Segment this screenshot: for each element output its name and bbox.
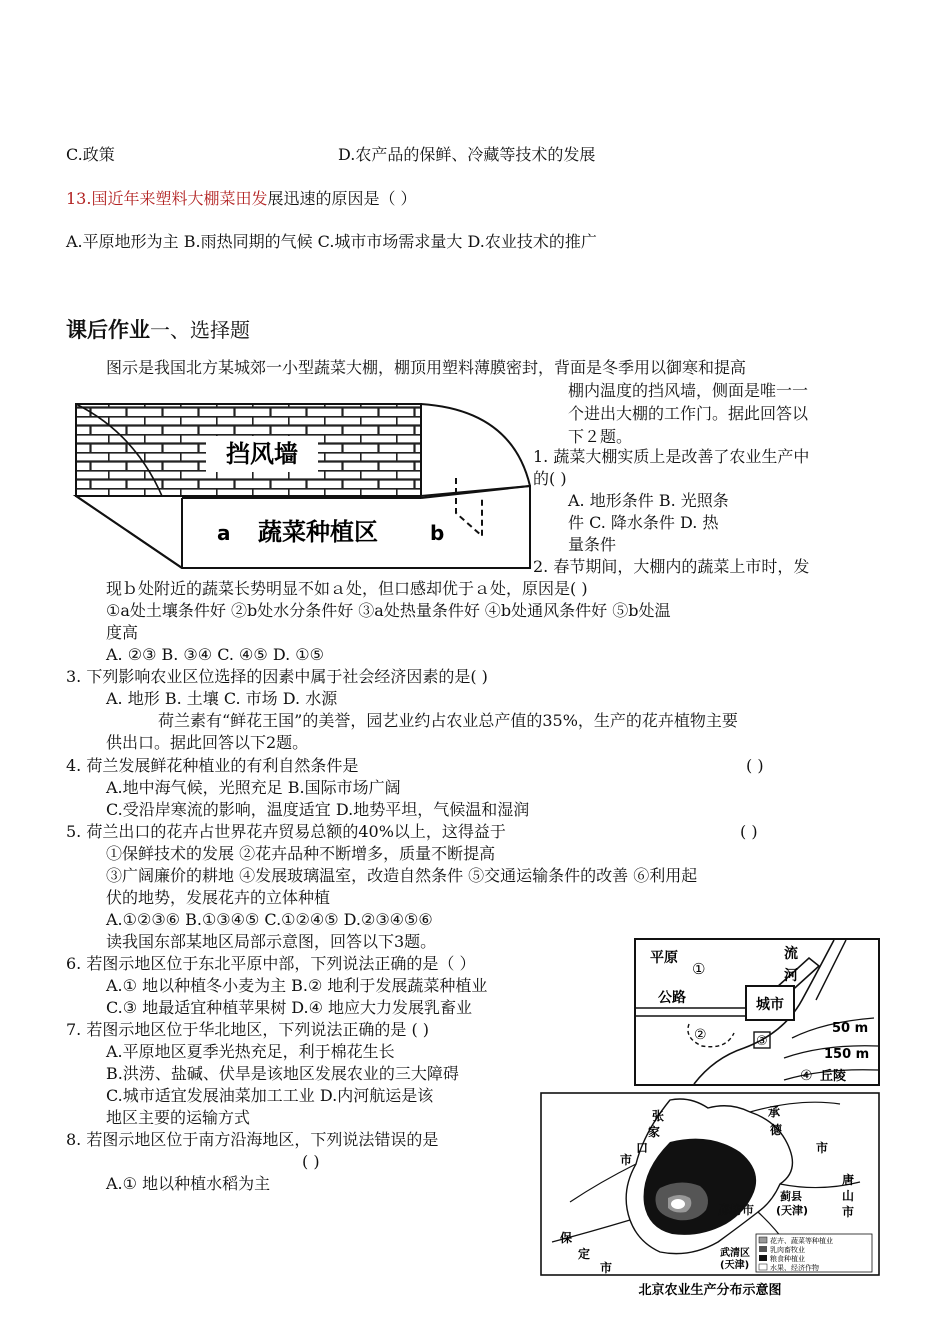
map2-legend [756, 1234, 872, 1272]
label-b: b [430, 521, 445, 545]
map2-caption: 北京农业生产分布示意图 [638, 1283, 782, 1298]
greenhouse-figure [72, 398, 552, 574]
option-c-policy: C.政策 [66, 145, 115, 164]
q7-options-cd: C.城市适宜发展油菜加工工业 D.内河航运是该 [106, 1086, 434, 1105]
map1-site-3: ③ [756, 1034, 768, 1049]
label-tangshan-3: 市 [842, 1205, 855, 1219]
q7-option-a: A.平原地区夏季光热充足，利于棉花生长 [106, 1042, 395, 1061]
label-chengde-3: 市 [816, 1141, 829, 1155]
intro-line-4: 下２题。 [568, 427, 633, 446]
label-tianjin-1: (天津) [776, 1204, 809, 1217]
q6-line-1: 6. 若图示地区位于东北平原中部，下列说法正确的是（ ） [66, 954, 476, 973]
map1-contour-150: 150 m [824, 1047, 870, 1062]
q8-line-1: 8. 若图示地区位于南方沿海地区，下列说法错误的是 [66, 1130, 439, 1149]
q7-option-b: B.洪涝、盐碱、伏旱是该地区发展农业的三大障碍 [106, 1064, 459, 1083]
roof-curve [421, 404, 530, 486]
q2-line-1: 2. 春节期间，大棚内的蔬菜上市时，发 [533, 557, 810, 576]
label-baoding-3: 市 [600, 1261, 613, 1275]
question-13-highlight: 13.国近年来塑料大棚菜田发 [66, 189, 268, 208]
label-chengde-2: 德 [770, 1123, 783, 1137]
label-zhangjiakou-1: 张 [652, 1109, 665, 1123]
label-zhangjiakou-3: 口 [636, 1141, 649, 1155]
q1-line-3: A. 地形条件 B. 光照条 [568, 491, 729, 510]
q2-line-3: ①a处土壤条件好 ②b处水分条件好 ③a处热量条件好 ④b处通风条件好 ⑤b处温 [106, 601, 671, 620]
q4-paren: ( ) [746, 756, 764, 775]
q7-line-1: 7. 若图示地区位于华北地区，下列说法正确的是 ( ) [66, 1020, 430, 1039]
intro-line-2: 棚内温度的挡风墙，侧面是唯一一 [568, 381, 809, 400]
label-wuqing: 武清区 [720, 1248, 750, 1259]
label-zhangjiakou-2: 家 [648, 1125, 661, 1139]
intro2-line-1: 荷兰素有“鲜花王国”的美誉，园艺业约占农业总产值的35%，生产的花卉植物主要 [158, 711, 738, 730]
label-zhangjiakou-4: 市 [620, 1153, 633, 1167]
q6-options-ab: A.① 地以种植冬小麦为主 B.② 地利于发展蔬菜种植业 [106, 976, 488, 995]
q3-options: A. 地形 B. 土壤 C. 市场 D. 水源 [106, 689, 338, 708]
label-a: a [217, 521, 231, 545]
q3-line-1: 3. 下列影响农业区位选择的因素中属于社会经济因素的是( ) [66, 667, 488, 686]
homework-subtitle: 一、选择题 [150, 318, 250, 342]
intro3: 读我国东部某地区局部示意图，回答以下3题。 [106, 932, 437, 951]
label-jixian: 蓟县 [780, 1190, 802, 1203]
map1-site-2: ② [694, 1027, 707, 1043]
q5-line-1: 5. 荷兰出口的花卉占世界花卉贸易总额的40%以上，这得益于 [66, 822, 506, 841]
q1-line-4: 件 C. 降水条件 D. 热 [568, 513, 719, 532]
homework-title: 课后作业 [66, 318, 150, 342]
question-13 [66, 188, 417, 210]
legend-livestock: 乳肉畜牧业 [770, 1246, 805, 1254]
map1-river-1: 流 [784, 946, 798, 962]
q5-line-3: ③广阔廉价的耕地 ④发展玻璃温室，改造自然条件 ⑤交通运输条件的改善 ⑥利用起 [106, 866, 698, 885]
map1-city: 城市 [756, 997, 784, 1013]
q2-options: A. ②③ B. ③④ C. ④⑤ D. ①⑤ [106, 645, 324, 664]
q5-options: A.①②③⑥ B.①③④⑤ C.①②④⑤ D.②③④⑤⑥ [106, 910, 433, 929]
q2-line-2: 现ｂ处附近的蔬菜长势明显不如ａ处，但口感却优于ａ处，原因是( ) [106, 579, 588, 598]
q2-line-4: 度高 [106, 623, 139, 642]
q4-line-1: 4. 荷兰发展鲜花种植业的有利自然条件是 [66, 756, 359, 775]
label-tangshan-2: 山 [842, 1189, 855, 1203]
q4-options-ab: A.地中海气候，光照充足 B.国际市场广阔 [106, 778, 401, 797]
q5-line-4: 伏的地势，发展花卉的立体种植 [106, 888, 331, 907]
map1-plain: 平原 [650, 950, 678, 966]
q5-paren: ( ) [740, 822, 758, 841]
map1-site-1: ① [692, 960, 706, 978]
legend-flowers: 花卉、蔬菜等种植业 [770, 1237, 833, 1245]
map1-contour-50: 50 m [832, 1021, 869, 1036]
legend-grain: 粮食种植业 [770, 1255, 805, 1263]
map1-river-2: 河 [784, 968, 798, 984]
label-chengde-1: 承 [768, 1105, 781, 1119]
label-tangshan-1: 唐 [842, 1173, 855, 1187]
q1-line-5: 量条件 [568, 535, 617, 554]
q8-option-a: A.① 地以种植水稻为主 [106, 1174, 271, 1193]
q1-line-1: 1. 蔬菜大棚实质上是改善了农业生产中 [533, 447, 810, 466]
map1-road: 公路 [658, 990, 686, 1006]
intro2-line-2: 供出口。据此回答以下2题。 [106, 733, 309, 752]
intro-line-1: 图示是我国北方某城郊一小型蔬菜大棚，棚顶用塑料薄膜密封，背面是冬季用以御寒和提高 [106, 358, 747, 377]
beijing-agriculture-map [540, 1092, 880, 1302]
map1-site-4: ④ [800, 1068, 813, 1084]
q4-options-cd: C.受沿岸寒流的影响，温度适宜 D.地势平坦，气候温和湿润 [106, 800, 530, 819]
option-d-preservation: D.农产品的保鲜、冷藏等技术的发展 [338, 145, 596, 164]
map1-hills: 丘陵 [820, 1069, 847, 1084]
legend-fruit: 水果、经济作物 [770, 1264, 819, 1272]
q5-line-2: ①保鲜技术的发展 ②花卉品种不断增多，质量不断提高 [106, 844, 496, 863]
q7-line-5: 地区主要的运输方式 [106, 1108, 251, 1127]
q1-line-2: 的( ) [533, 469, 567, 488]
question-13-options: A.平原地形为主 B.雨热同期的气候 C.城市市场需求量大 D.农业技术的推广 [66, 232, 597, 251]
label-baoding-1: 保 [560, 1231, 573, 1245]
label-langfang: 廊坊市 [718, 1203, 755, 1217]
planting-zone-label: 蔬菜种植区 [258, 518, 378, 546]
intro-line-3: 个进出大棚的工作门。据此回答以 [568, 404, 809, 423]
label-tianjin-2: (天津) [720, 1260, 750, 1271]
label-baoding-2: 定 [578, 1247, 591, 1261]
regional-map [634, 938, 880, 1086]
q8-paren: ( ) [302, 1152, 320, 1171]
question-13-rest: 展迅速的原因是（ ） [267, 189, 417, 208]
wall-label: 挡风墙 [226, 440, 298, 468]
q6-options-cd: C.③ 地最适宜种植苹果树 D.④ 地应大力发展乳畜业 [106, 998, 473, 1017]
homework-heading [66, 316, 250, 346]
